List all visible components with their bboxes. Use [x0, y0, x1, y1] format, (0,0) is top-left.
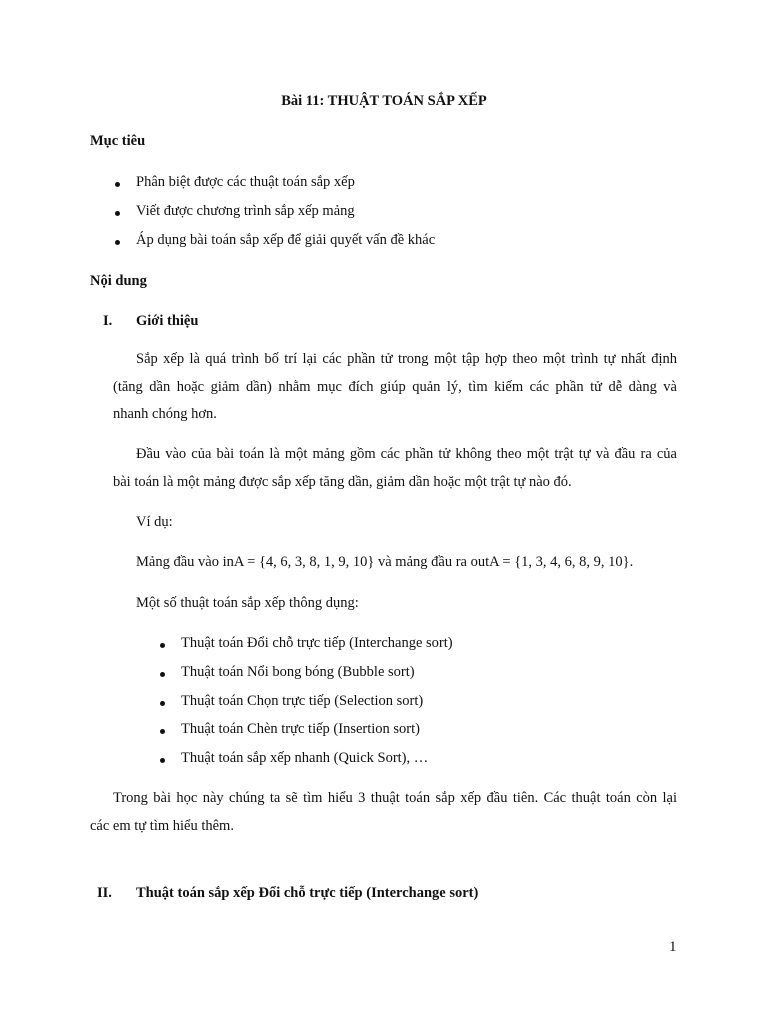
paragraph-line: nhanh chóng hơn. [113, 406, 217, 422]
list-item: Thuật toán Đổi chỗ trực tiếp (Interchange sort) [181, 635, 453, 651]
paragraph-line: Sắp xếp là quá trình bố trí lại các phần tử trong một tập hợp theo một trình tự nhất định [136, 351, 677, 367]
list-item: Thuật toán Chèn trực tiếp (Insertion sort) [181, 721, 420, 737]
intro-paragraph [113, 346, 677, 429]
section-heading: Thuật toán sắp xếp Đổi chỗ trực tiếp (Interchange sort) [136, 885, 479, 901]
content-heading: Nội dung [90, 273, 147, 289]
section-heading: Giới thiệu [136, 313, 199, 329]
section-number: I. [103, 313, 113, 329]
bullet-icon [160, 643, 165, 648]
list-item: Thuật toán Nổi bong bóng (Bubble sort) [181, 664, 415, 680]
bullet-icon [160, 729, 165, 734]
paragraph-line: Đầu vào của bài toán là một mảng gồm các phần tử không theo một trật tự và đầu ra của [136, 446, 677, 462]
list-item: Phân biệt được các thuật toán sắp xếp [136, 174, 355, 190]
bullet-icon [115, 182, 120, 187]
closing-paragraph [90, 785, 677, 840]
page-title: Bài 11: THUẬT TOÁN SẮP XẾP [281, 93, 487, 109]
bullet-icon [115, 211, 120, 216]
bullet-icon [160, 672, 165, 677]
paragraph-line: bài toán là một mảng được sắp xếp tăng dần, giảm dần hoặc một trật tự nào đó. [113, 473, 572, 490]
paragraph-line: (tăng dần hoặc giảm dần) nhằm mục đích giúp quản lý, tìm kiếm các phần tử dễ dàng và [113, 378, 677, 395]
bullet-icon [160, 758, 165, 763]
bullet-icon [160, 701, 165, 706]
list-item: Áp dụng bài toán sắp xếp để giải quyết vấn đề khác [136, 232, 436, 248]
example-text: Mảng đầu vào inA = {4, 6, 3, 8, 1, 9, 10} và mảng đầu ra outA = {1, 3, 4, 6, 8, 9, 10}. [136, 554, 634, 570]
example-label: Ví dụ: [136, 514, 173, 530]
list-item: Viết được chương trình sắp xếp mảng [136, 203, 355, 219]
page-number: 1 [669, 939, 677, 955]
input-output-paragraph [113, 441, 677, 496]
paragraph-line: Trong bài học này chúng ta sẽ tìm hiểu 3 thuật toán sắp xếp đầu tiên. Các thuật toán còn lại [113, 790, 677, 806]
objectives-heading: Mục tiêu [90, 133, 146, 149]
bullet-icon [115, 240, 120, 245]
common-algorithms-label: Một số thuật toán sắp xếp thông dụng: [136, 595, 359, 611]
section-number: II. [97, 885, 112, 901]
list-item: Thuật toán sắp xếp nhanh (Quick Sort), … [181, 750, 429, 766]
paragraph-line: các em tự tìm hiểu thêm. [90, 817, 234, 834]
list-item: Thuật toán Chọn trực tiếp (Selection sort) [181, 693, 424, 709]
